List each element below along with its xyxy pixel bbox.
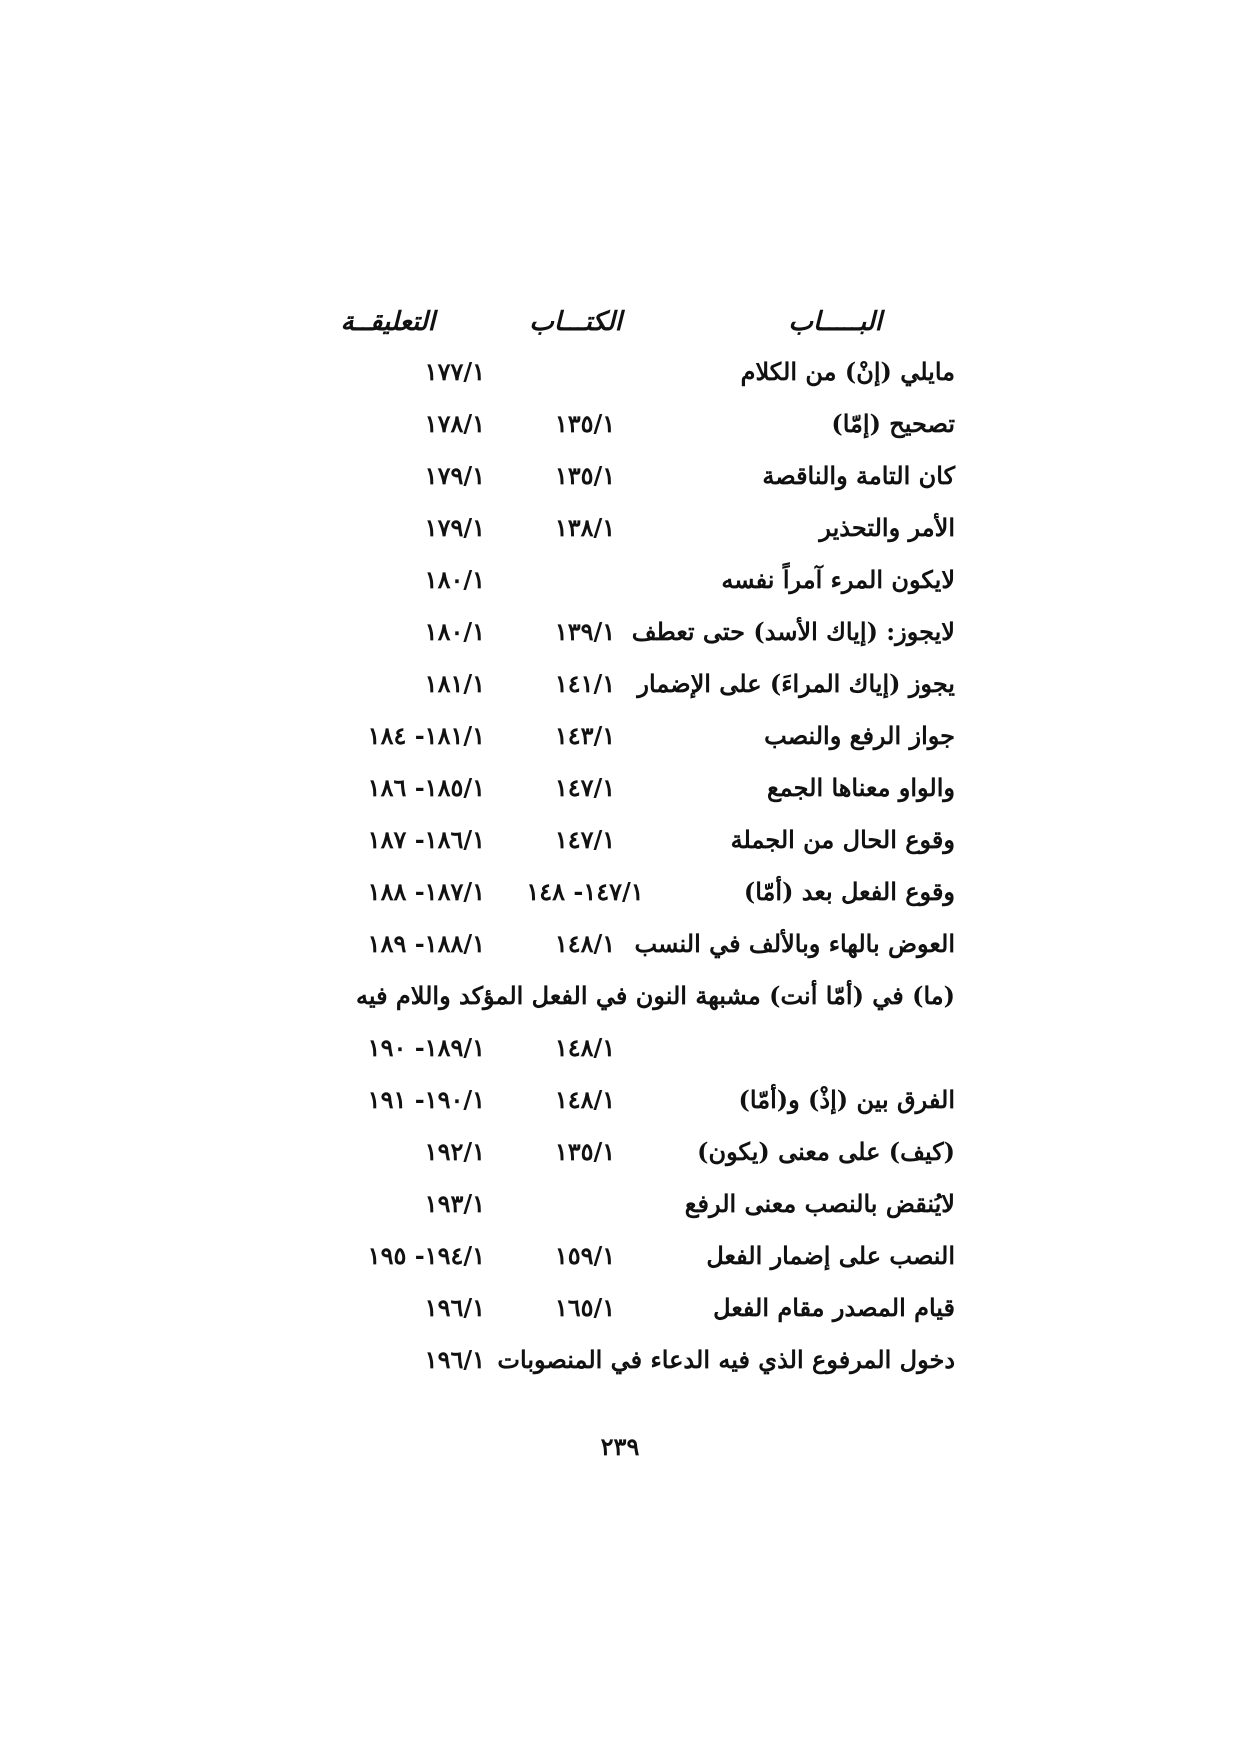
- table-row: [0, 918, 1240, 970]
- row-book-ref: ١٣٥/١: [554, 1137, 616, 1166]
- header-chapter: البـــــاب: [788, 307, 882, 337]
- row-book-ref: ١٤٨/١: [554, 1085, 616, 1114]
- table-row: [0, 1334, 1240, 1386]
- table-row: [0, 346, 1240, 398]
- row-title: العوض بالهاء وبالألف في النسب: [634, 929, 955, 958]
- table-row: [0, 450, 1240, 502]
- row-book-ref: ١٣٥/١: [554, 409, 616, 438]
- row-commentary-ref: ١٩٢/١: [424, 1137, 485, 1166]
- row-title: يجوز (إياك المراءَ) على الإضمار: [637, 669, 955, 698]
- table-row: [0, 398, 1240, 450]
- table-row: [0, 970, 1240, 1022]
- row-commentary-ref: ١٨٠/١: [424, 617, 485, 646]
- row-book-ref: ١٤٨/١: [554, 929, 616, 958]
- table-row: [0, 710, 1240, 762]
- table-row: [0, 866, 1240, 918]
- row-commentary-ref: ١٨٠/١: [424, 565, 485, 594]
- row-commentary-ref: ١٩٦/١: [424, 1293, 485, 1322]
- row-title: كان التامة والناقصة: [762, 461, 955, 490]
- header-book: الكتـــاب: [529, 307, 622, 337]
- row-title: الأمر والتحذير: [819, 513, 955, 542]
- row-commentary-ref: ١٨٥/١- ١٨٦: [367, 773, 485, 802]
- table-row: [0, 1230, 1240, 1282]
- row-commentary-ref: ١٧٧/١: [424, 357, 485, 386]
- row-commentary-ref: ١٨١/١: [424, 669, 485, 698]
- row-commentary-ref: ١٩٠/١- ١٩١: [367, 1085, 485, 1114]
- table-row: [0, 762, 1240, 814]
- row-commentary-ref: ١٨١/١- ١٨٤: [367, 721, 485, 750]
- row-title: دخول المرفوع الذي فيه الدعاء في المنصوبات: [497, 1345, 955, 1374]
- row-title: والواو معناها الجمع: [766, 773, 955, 802]
- page-number: ٢٣٩: [600, 1432, 640, 1461]
- row-commentary-ref: ١٨٧/١- ١٨٨: [367, 877, 485, 906]
- row-book-ref: ١٣٥/١: [554, 461, 616, 490]
- row-title: النصب على إضمار الفعل: [706, 1241, 955, 1270]
- row-commentary-ref: ١٩٣/١: [424, 1189, 485, 1218]
- table-row: [0, 606, 1240, 658]
- row-title: الفرق بين (إذْ) و(أمّا): [738, 1085, 955, 1114]
- table-header: [0, 302, 1240, 342]
- row-book-ref: ١٣٨/١: [554, 513, 616, 542]
- row-title: وقوع الحال من الجملة: [730, 825, 955, 854]
- row-book-ref: ١٥٩/١: [554, 1241, 616, 1270]
- row-commentary-ref: ١٩٦/١: [424, 1345, 485, 1374]
- row-commentary-ref: ١٨٩/١- ١٩٠: [367, 1033, 485, 1062]
- row-commentary-ref: ١٨٦/١- ١٨٧: [367, 825, 485, 854]
- table-row: [0, 1022, 1240, 1074]
- row-title: لايجوز: (إياك الأسد) حتى تعطف: [631, 617, 955, 646]
- row-book-ref: ١٤١/١: [554, 669, 616, 698]
- row-commentary-ref: ١٧٩/١: [424, 513, 485, 542]
- row-book-ref: ١٤٧/١- ١٤٨: [526, 877, 644, 906]
- row-book-ref: ١٤٧/١: [554, 773, 616, 802]
- header-commentary: التعليقــة: [340, 307, 435, 337]
- row-title: لايُنقض بالنصب معنى الرفع: [684, 1189, 955, 1218]
- table-row: [0, 1126, 1240, 1178]
- row-title: قيام المصدر مقام الفعل: [713, 1293, 955, 1322]
- row-commentary-ref: ١٧٩/١: [424, 461, 485, 490]
- row-title: تصحيح (إمّا): [831, 409, 955, 438]
- row-book-ref: ١٤٣/١: [554, 721, 616, 750]
- table-row: [0, 502, 1240, 554]
- table-row: [0, 1074, 1240, 1126]
- row-title: وقوع الفعل بعد (أمّا): [743, 877, 955, 906]
- row-commentary-ref: ١٩٤/١- ١٩٥: [367, 1241, 485, 1270]
- table-row: [0, 1282, 1240, 1334]
- table-row: [0, 554, 1240, 606]
- row-title: لايكون المرء آمراً نفسه: [721, 565, 955, 594]
- row-commentary-ref: ١٧٨/١: [424, 409, 485, 438]
- row-title: (ما) في (أمّا أنت) مشبهة النون في الفعل المؤكد واللام فيه: [355, 981, 955, 1010]
- index-table: [0, 346, 1240, 1386]
- row-title: (كيف) على معنى (يكون): [697, 1137, 955, 1166]
- row-book-ref: ١٤٨/١: [554, 1033, 616, 1062]
- row-book-ref: ١٦٥/١: [554, 1293, 616, 1322]
- row-commentary-ref: ١٨٨/١- ١٨٩: [367, 929, 485, 958]
- row-title: جواز الرفع والنصب: [764, 721, 955, 750]
- table-row: [0, 814, 1240, 866]
- table-row: [0, 658, 1240, 710]
- row-title: مايلي (إنْ) من الكلام: [740, 357, 955, 386]
- row-book-ref: ١٣٩/١: [554, 617, 616, 646]
- row-book-ref: ١٤٧/١: [554, 825, 616, 854]
- table-row: [0, 1178, 1240, 1230]
